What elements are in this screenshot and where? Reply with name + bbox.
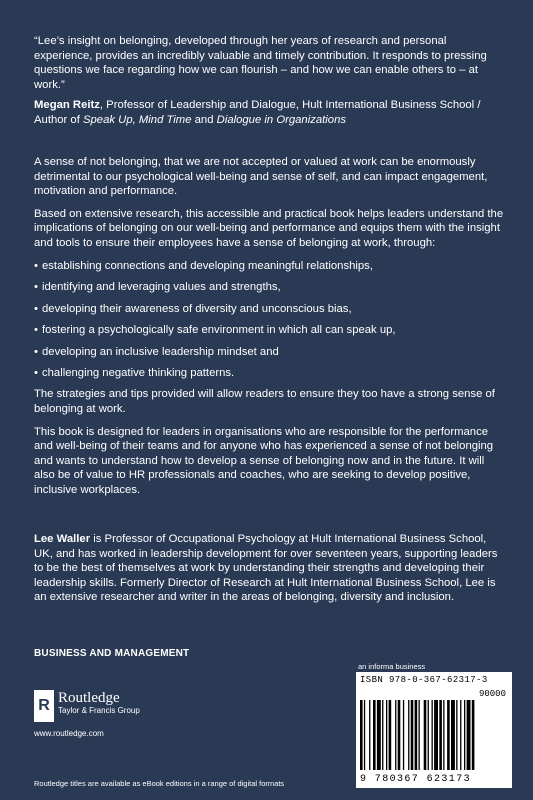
- footnote: Routledge titles are available as eBook editions in a range of digital formats: [34, 779, 285, 788]
- author-bio: [34, 532, 504, 605]
- bullet-list: [34, 259, 504, 381]
- description-p2: Based on extensive research, this accessible and practical book helps leaders understand the implications of belonging on our well-being and performance and equips them with the insight and tools to ensure their employees have a sense of belonging at work, through:: [34, 207, 504, 249]
- quote-attribution: [34, 98, 504, 127]
- endorsement-quote: [34, 34, 504, 128]
- routledge-logo-icon: R: [34, 690, 54, 722]
- informa-label: an informa business: [358, 662, 426, 671]
- isbn-text: ISBN 978-0-367-62317-3: [360, 675, 488, 685]
- quote-role: , Professor of Leadership and Dialogue, Hult International Business School / Author of: [34, 99, 481, 126]
- quote-text: “Lee’s insight on belonging, developed through her years of research and personal experience, provides an incredibly valuable and timely contribution. It responds to pressing questions we face regarding how we can flourish – and how we can enable others to – at work.”: [34, 35, 487, 91]
- publisher-sub: Taylor & Francis Group: [58, 706, 140, 715]
- publisher-logo: [34, 690, 140, 722]
- publisher-name: Routledge: [58, 690, 120, 706]
- description-p3: The strategies and tips provided will allow readers to ensure they too have a strong sense of belonging at work.: [34, 388, 495, 416]
- bio-body: is Professor of Occupational Psychology at Hult International Business School, UK, and has worked in leadership development for over seventeen years, supporting leaders to be the best of themselves at work by understanding their strengths and developing their leadership skills. Formerly Director of Research at Hult International Business School, Lee is an extensive researcher and writer in the areas of belonging, diversity and inclusion.: [34, 533, 498, 604]
- barcode-bars-icon: [360, 700, 508, 770]
- list-item: • developing their awareness of diversity and unconscious bias,: [34, 302, 504, 317]
- list-item: • fostering a psychologically safe environment in which all can speak up,: [34, 323, 504, 338]
- price-code: 90000: [478, 689, 506, 699]
- list-item: • developing an inclusive leadership mindset and: [34, 345, 504, 360]
- list-item: • challenging negative thinking patterns.: [34, 366, 504, 381]
- quote-author: Megan Reitz: [34, 99, 100, 112]
- quote-book1: Speak Up, Mind Time: [82, 113, 192, 126]
- publisher-url: www.routledge.com: [34, 729, 104, 738]
- bio-name: Lee Waller: [34, 533, 91, 545]
- publisher-logo-text: [58, 690, 140, 716]
- quote-and: and: [191, 113, 217, 126]
- ean-number: 9 780367 623173: [360, 774, 472, 785]
- list-item: • establishing connections and developing meaningful relationships,: [34, 259, 504, 274]
- barcode: [356, 672, 512, 788]
- category-label: BUSINESS AND MANAGEMENT: [34, 648, 190, 659]
- description-p4: This book is designed for leaders in organisations who are responsible for the performance and well-being of their teams and for anyone who has experienced a sense of not belonging and wants to understand how to develop a sense of belonging now and in the future. It will also be of value to HR professionals and coaches, who are seeking to develop positive, inclusive workplaces.: [34, 425, 494, 497]
- quote-book2: Dialogue in Organizations: [216, 113, 347, 126]
- book-description: [34, 155, 504, 506]
- description-p1: A sense of not belonging, that we are not accepted or valued at work can be enormously detrimental to our psychological well-being and sense of self, and can impact engagement, motivation and performance.: [34, 156, 488, 198]
- list-item: • identifying and leveraging values and strengths,: [34, 280, 504, 295]
- bio-text: [34, 532, 504, 605]
